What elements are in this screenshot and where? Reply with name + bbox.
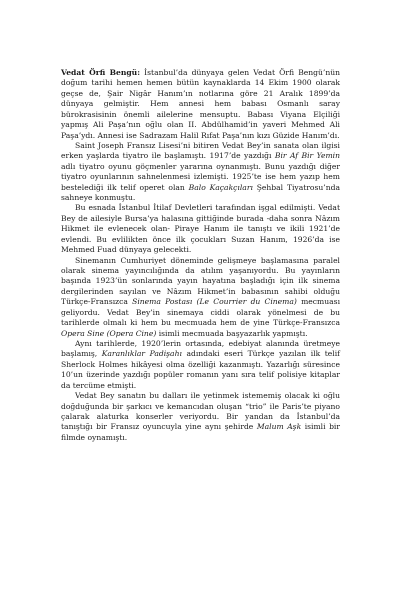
paragraph [61, 339, 340, 391]
bold-run: Vedat Örfi Bengü: [61, 68, 141, 77]
paragraph [61, 141, 340, 204]
text-run: Aynı tarihlerde, 1920’lerin ortasında, edebiyat alanında üretmeye başlamış, [61, 338, 340, 359]
italic-title: Bir Af Bir Yemin [274, 151, 340, 161]
paragraph [61, 203, 340, 255]
italic-title: Balo Kaçakçıları [188, 182, 253, 192]
text-run: İstanbul’da dünyaya gelen Vedat Örfi Bengü’nün doğum tarihi hemen hemen bütün kaynaklarda 14 Ekim 1900 olarak geçse de, Şair Nigâr Hanım’ın notlarına göre 21 Aralık 1899’da dünyaya gelmiştir. Hem annesi hem babası Osmanlı saray bürokrasisinin önemli ailelerine mensuptu. Babası Viyana Elçiliği yapmış Ali Paşa’nın oğlu olan II. Abdülhamid’in yaveri Mehmed Ali Paşa’ydı. Annesi ise Sadrazam Halil Rıfat Paşa’nın kızı Güzide Hanım’dı. [61, 68, 340, 140]
text-run: Şehbal Tiyatrosu’nda sahneye konmuştu. [61, 182, 340, 203]
italic-title: Opera Sine (Opera Cine) [61, 328, 157, 338]
italic-title: Karanlıklar Padişahı [101, 349, 182, 359]
text-run: Vedat Bey sanatın bu dalları ile yetinmek istememiş olacak ki oğlu doğduğunda bir şarkıcı ve kemancıdan oluşan “trio” ile Paris’te piyano çalarak alaturka konserler veriyordu. Bir yandan da İstanbul’da tanıştığı bir Fransız oyuncuyla yine aynı şehirde [61, 391, 340, 432]
text-run: adlı tiyatro oyunu göçmenler yararına oynanmıştı. Bunu yazdığı diğer tiyatro oyunlarının sahnelenmesi izlemişti. 1925’te ise hem yazıp hem bestelediği ilk telif operet olan [61, 161, 340, 192]
text-run: Bu esnada İstanbul İtilaf Devletleri tarafından işgal edilmişti. Vedat Bey de ailesiyle Bursa’ya halasına gittiğinde burada -daha sonra Nâzım Hikmet ile evlenecek olan- Piraye Hanım ile tanıştı ve ikili 1921’de evlendi. Bu evlilikten önce ilk çocukları Suzan Hanım, 1926’da ise Mehmed Fuad dünyaya gelecekti. [61, 203, 340, 255]
paragraph [61, 256, 340, 339]
text-run: Sinemanın Cumhuriyet döneminde gelişmeye başlamasına paralel olarak sinema yayıncılığında da atılım yaşanıyordu. Bu yayınların başında 1923’ün sonlarında yayın hayatına başladığı için ilk sinema dergilerinden sayılan ve Nâzım Hikmet’in babasının sahibi olduğu Türkçe-Fransızca [61, 255, 340, 307]
italic-title: Sinema Postası (Le Courrier du Cinema) [132, 297, 297, 307]
italic-title: Malum Aşk [256, 422, 302, 432]
body-text [61, 68, 340, 443]
text-run: adındaki eseri Türkçe yazılan ilk telif Sherlock Holmes hikâyesi olma özelliği kazanmıştı. Yazarlığı süresince 10’un üzerinde yazdığı popüler romanın yanı sıra telif polisiye kitaplar da tercüme etmişti. [61, 349, 340, 390]
text-run: isimli mecmuada başyazarlık yapmıştı. [156, 328, 308, 338]
paragraph [61, 68, 340, 141]
paragraph [61, 391, 340, 443]
text-run: mecmuası geliyordu. Vedat Bey’in sinemaya ciddi olarak yönelmesi de bu tarihlerde olmalı ki hem bu mecmuada hem de yine Türkçe-Fransızca [61, 297, 340, 328]
text-run: Saint Joseph Fransız Lisesi’ni bitiren Vedat Bey’in sanata olan ilgisi erken yaşlarda tiyatro ile başlamıştı. 1917’de yazdığı [61, 140, 340, 161]
text-run: isimli bir filmde oynamıştı. [61, 422, 340, 442]
